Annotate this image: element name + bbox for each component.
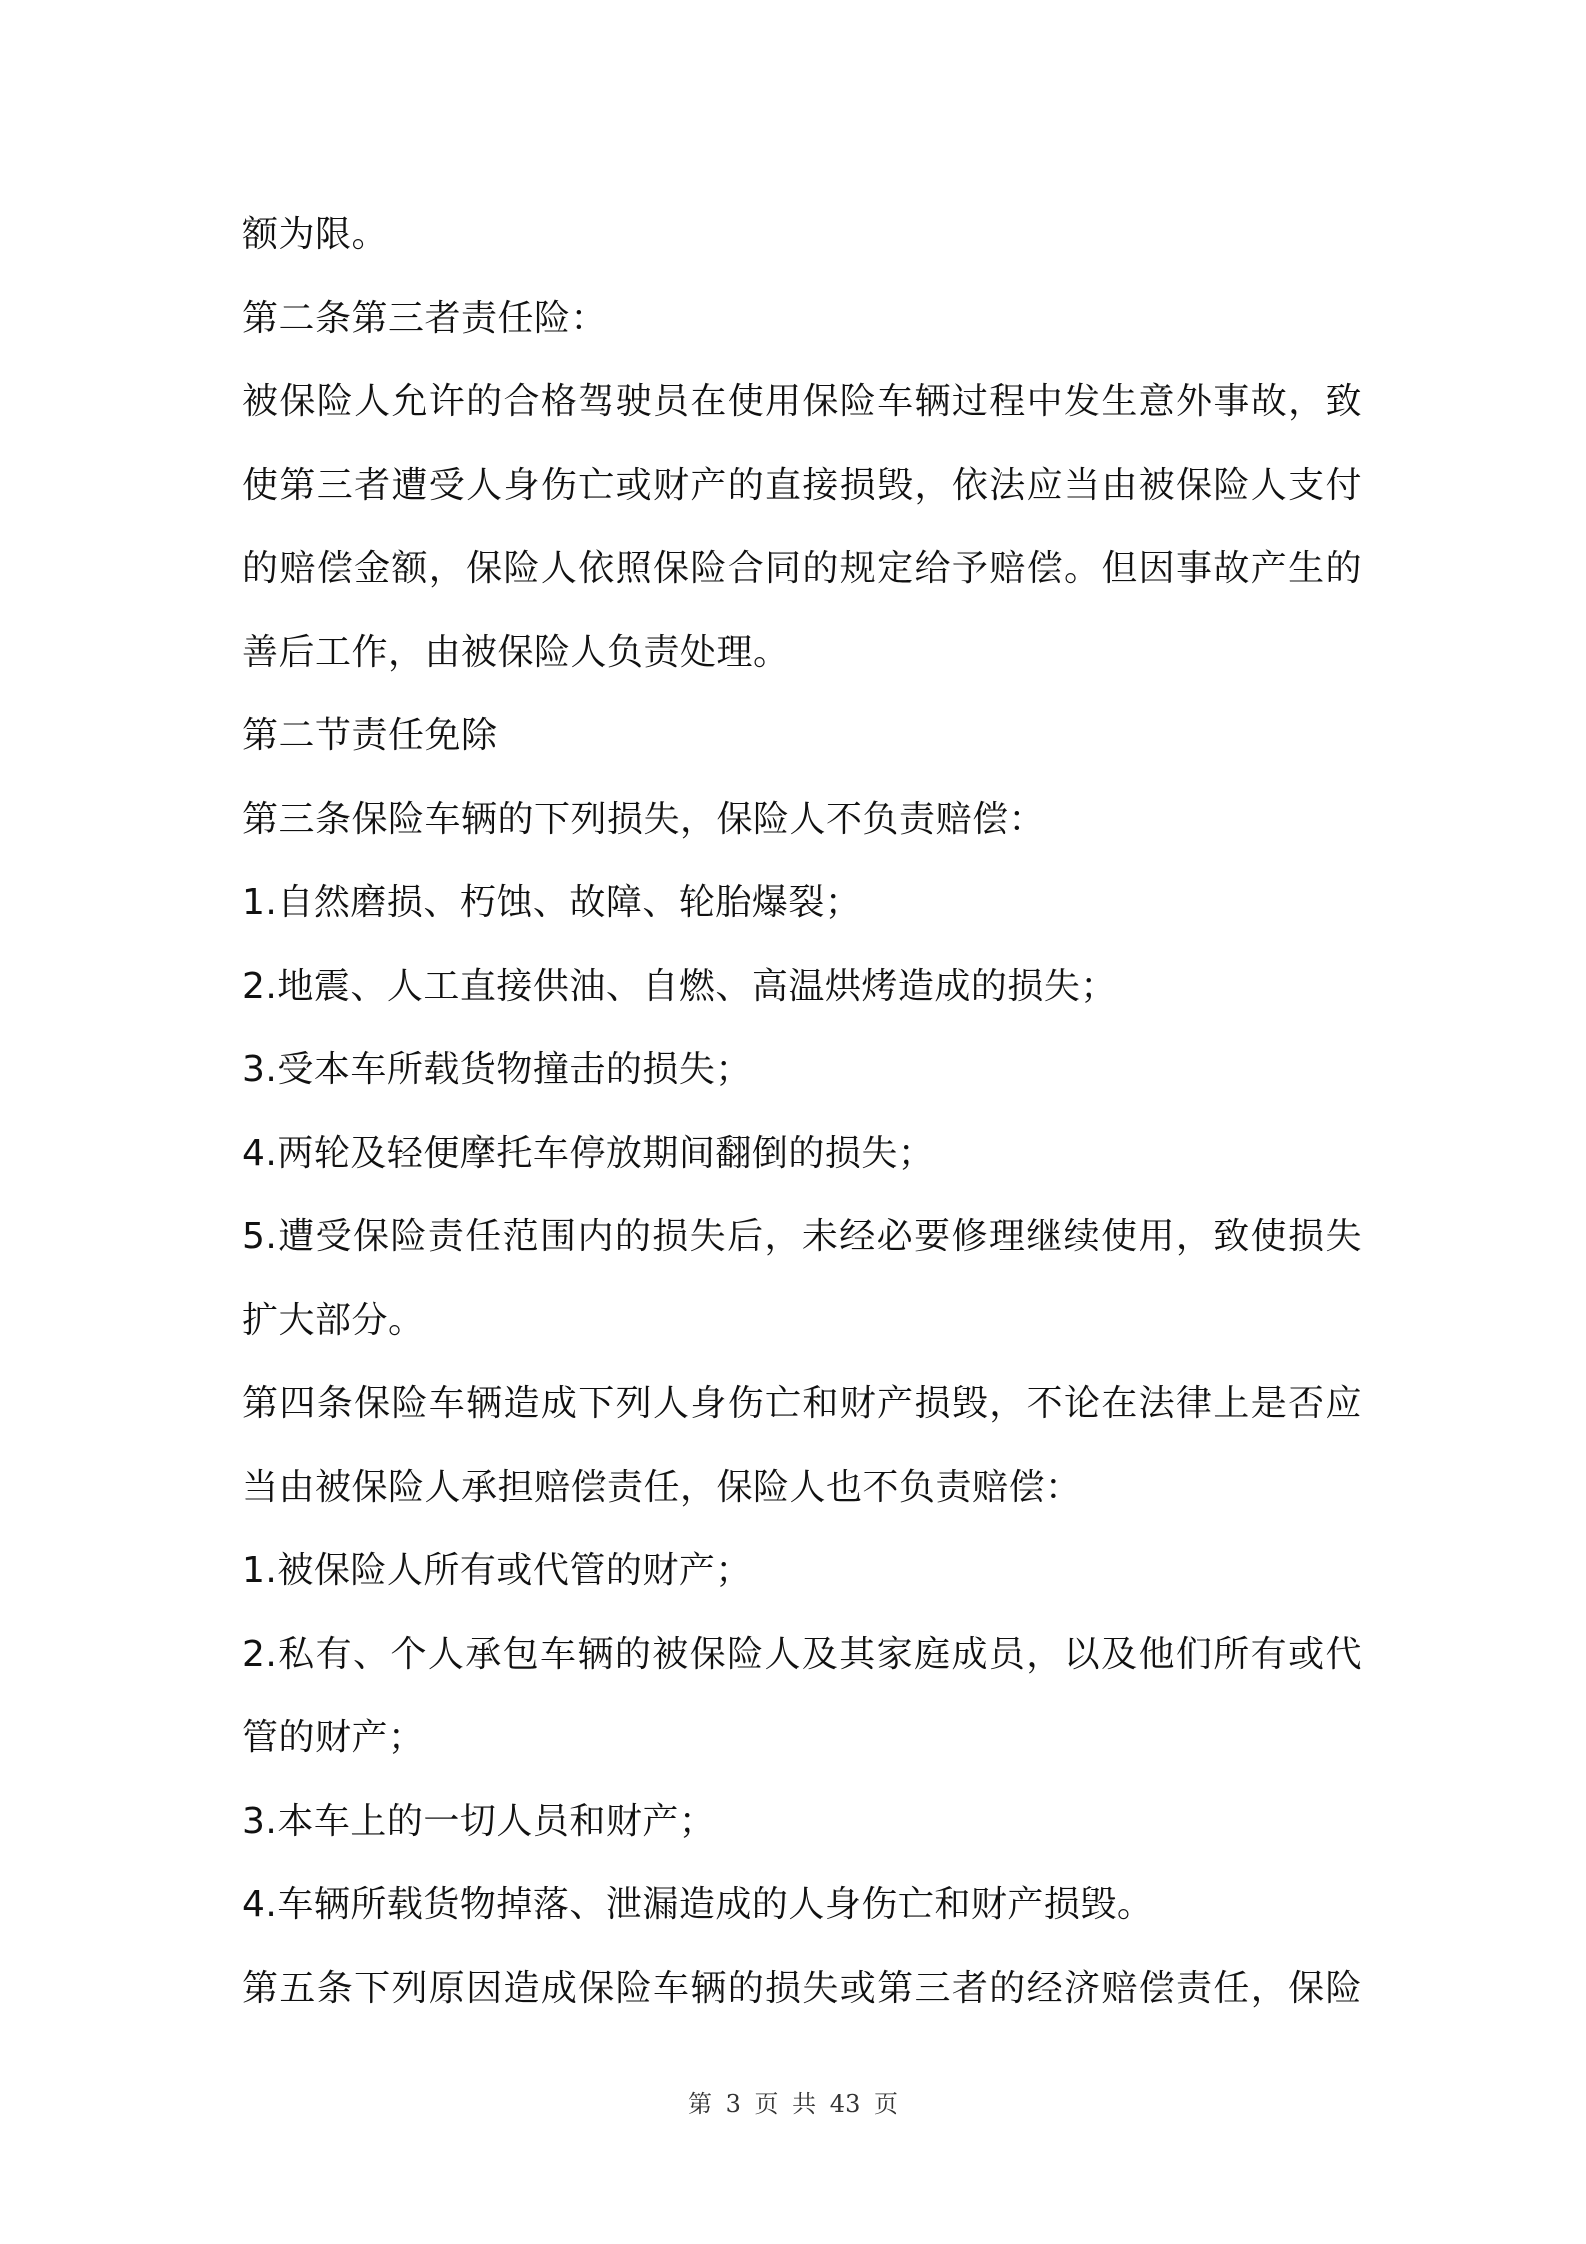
text-line: 额为限。 [242, 214, 389, 255]
list-item-continuation: 管的财产； [242, 1717, 425, 1758]
text-line: 当由被保险人承担赔偿责任，保险人也不负责赔偿： [242, 1466, 1082, 1508]
article-heading: 第二条第三者责任险： [242, 297, 608, 339]
article-heading: 第四条保险车辆造成下列人身伤亡和财产损毁，不论在法律上是否应 [242, 1383, 1362, 1424]
list-item: 1.被保险人所有或代管的财产； [242, 1550, 752, 1591]
text-line: 被保险人允许的合格驾驶员在使用保险车辆过程中发生意外事故，致 [242, 381, 1362, 422]
list-item: 2.私有、个人承包车辆的被保险人及其家庭成员，以及他们所有或代 [242, 1633, 1362, 1675]
article-heading: 第五条下列原因造成保险车辆的损失或第三者的经济赔偿责任，保险 [242, 1967, 1362, 2009]
list-item: 4.两轮及轻便摩托车停放期间翻倒的损失； [242, 1132, 935, 1174]
list-item-continuation: 扩大部分。 [242, 1299, 425, 1341]
text-line: 的赔偿金额，保险人依照保险合同的规定给予赔偿。但因事故产生的 [242, 548, 1362, 589]
text-line: 使第三者遭受人身伤亡或财产的直接损毁，依法应当由被保险人支付 [242, 464, 1362, 506]
list-item: 3.受本车所载货物撞击的损失； [242, 1049, 752, 1090]
page-number-footer: 第 3 页 共 43 页 [688, 2090, 898, 2118]
list-item: 5.遭受保险责任范围内的损失后，未经必要修理继续使用，致使损失 [242, 1216, 1362, 1257]
section-heading: 第二节责任免除 [242, 715, 498, 756]
document-body [242, 193, 1362, 2030]
list-item: 4.车辆所载货物掉落、泄漏造成的人身伤亡和财产损毁。 [242, 1884, 1154, 1925]
list-item: 3.本车上的一切人员和财产； [242, 1800, 716, 1842]
list-item: 2.地震、人工直接供油、自燃、高温烘烤造成的损失； [242, 965, 1117, 1007]
list-item: 1.自然磨损、朽蚀、故障、轮胎爆裂； [242, 882, 862, 923]
article-heading: 第三条保险车辆的下列损失，保险人不负责赔偿： [242, 798, 1046, 840]
text-line: 善后工作，由被保险人负责处理。 [242, 631, 790, 673]
